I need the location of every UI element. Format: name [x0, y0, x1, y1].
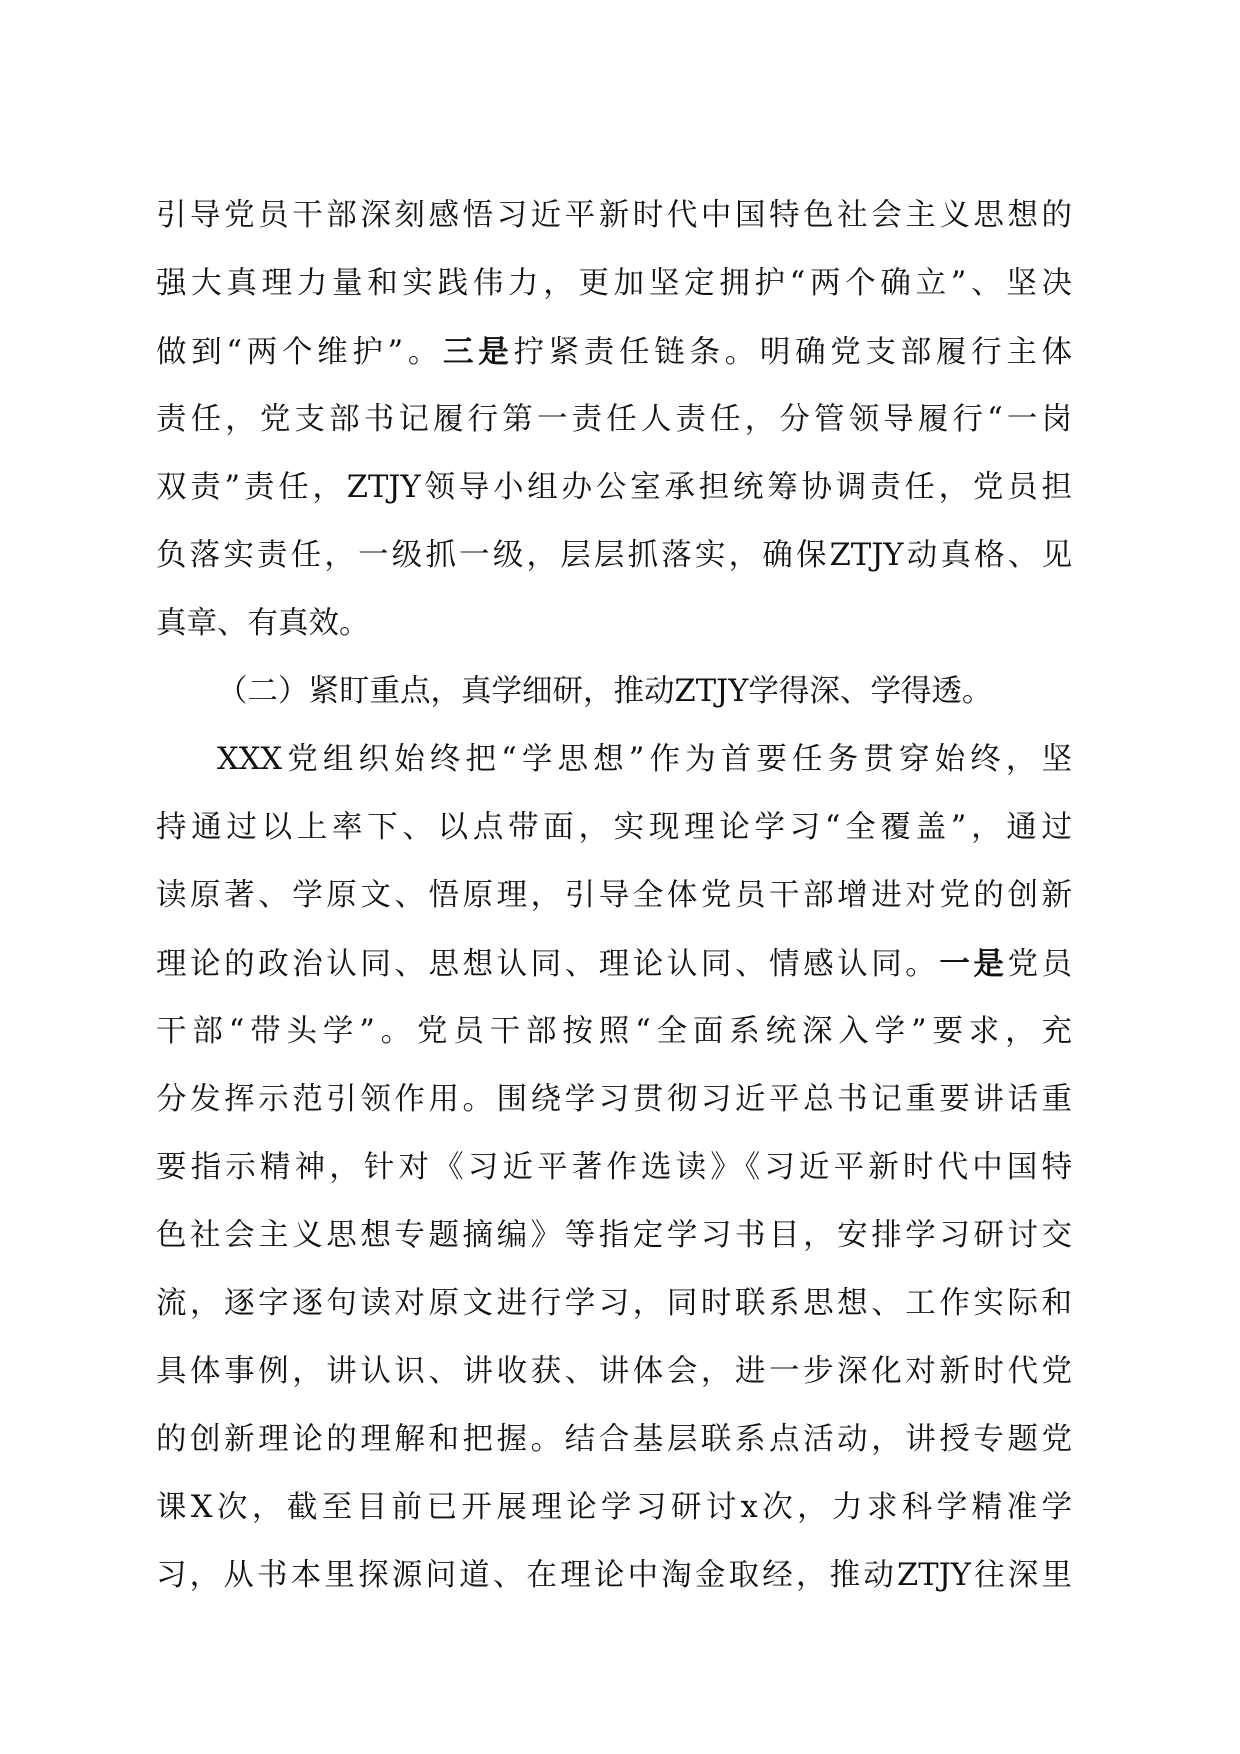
text-line: 持通过以上率下、以点带面，实现理论学习“全覆盖”，通过	[156, 810, 1072, 845]
bold-keyword: 三是	[443, 334, 514, 370]
bold-keyword: 一是	[939, 946, 1008, 982]
text-fragment: 拧紧责任链条。明确党支部履行主体	[513, 335, 1073, 370]
text-line: 责任，党支部书记履行第一责任人责任，分管领导履行“一岗	[156, 402, 1072, 437]
text-line: 真章、有真效。	[156, 606, 370, 641]
text-line: 强大真理力量和实践伟力，更加坚定拥护“两个确立”、坚决	[156, 266, 1072, 301]
text-line: 要指示精神，针对《习近平著作选读》《习近平新时代中国特	[156, 1150, 1072, 1185]
text-line: 读原著、学原文、悟原理，引导全体党员干部增进对党的创新	[156, 878, 1072, 913]
text-line: 流，逐字逐句读对原文进行学习，同时联系思想、工作实际和	[156, 1286, 1072, 1321]
text-line: XXX党组织始终把“学思想”作为首要任务贯穿始终，坚	[217, 742, 1072, 777]
text-line: 干部“带头学”。党员干部按照“全面系统深入学”要求，充	[156, 1014, 1072, 1049]
section-heading: （二）紧盯重点，真学细研，推动ZTJY学得深、学得透。	[217, 674, 993, 709]
document-body	[156, 182, 1072, 1610]
text-fragment: 理论的政治认同、思想认同、理论认同、情感认同。	[156, 947, 940, 982]
text-fragment: 党员	[1007, 947, 1073, 982]
text-line: 课X次，截至目前已开展理论学习研讨x次，力求科学精准学	[156, 1490, 1072, 1525]
text-line	[156, 318, 1072, 386]
text-line: 具体事例，讲认识、讲收获、讲体会，进一步深化对新时代党	[156, 1354, 1072, 1389]
text-line: 负落实责任，一级抓一级，层层抓落实，确保ZTJY动真格、见	[156, 538, 1072, 573]
text-line	[156, 930, 1072, 998]
text-fragment: 做到“两个维护”。	[156, 335, 444, 370]
text-line: 引导党员干部深刻感悟习近平新时代中国特色社会主义思想的	[156, 198, 1072, 233]
text-line: 色社会主义思想专题摘编》等指定学习书目，安排学习研讨交	[156, 1218, 1072, 1253]
text-line: 习，从书本里探源问道、在理论中淘金取经，推动ZTJY往深里	[156, 1558, 1072, 1593]
text-line: 分发挥示范引领作用。围绕学习贯彻习近平总书记重要讲话重	[156, 1082, 1072, 1117]
text-line: 双责”责任，ZTJY领导小组办公室承担统筹协调责任，党员担	[156, 470, 1072, 505]
text-line: 的创新理论的理解和把握。结合基层联系点活动，讲授专题党	[156, 1422, 1072, 1457]
